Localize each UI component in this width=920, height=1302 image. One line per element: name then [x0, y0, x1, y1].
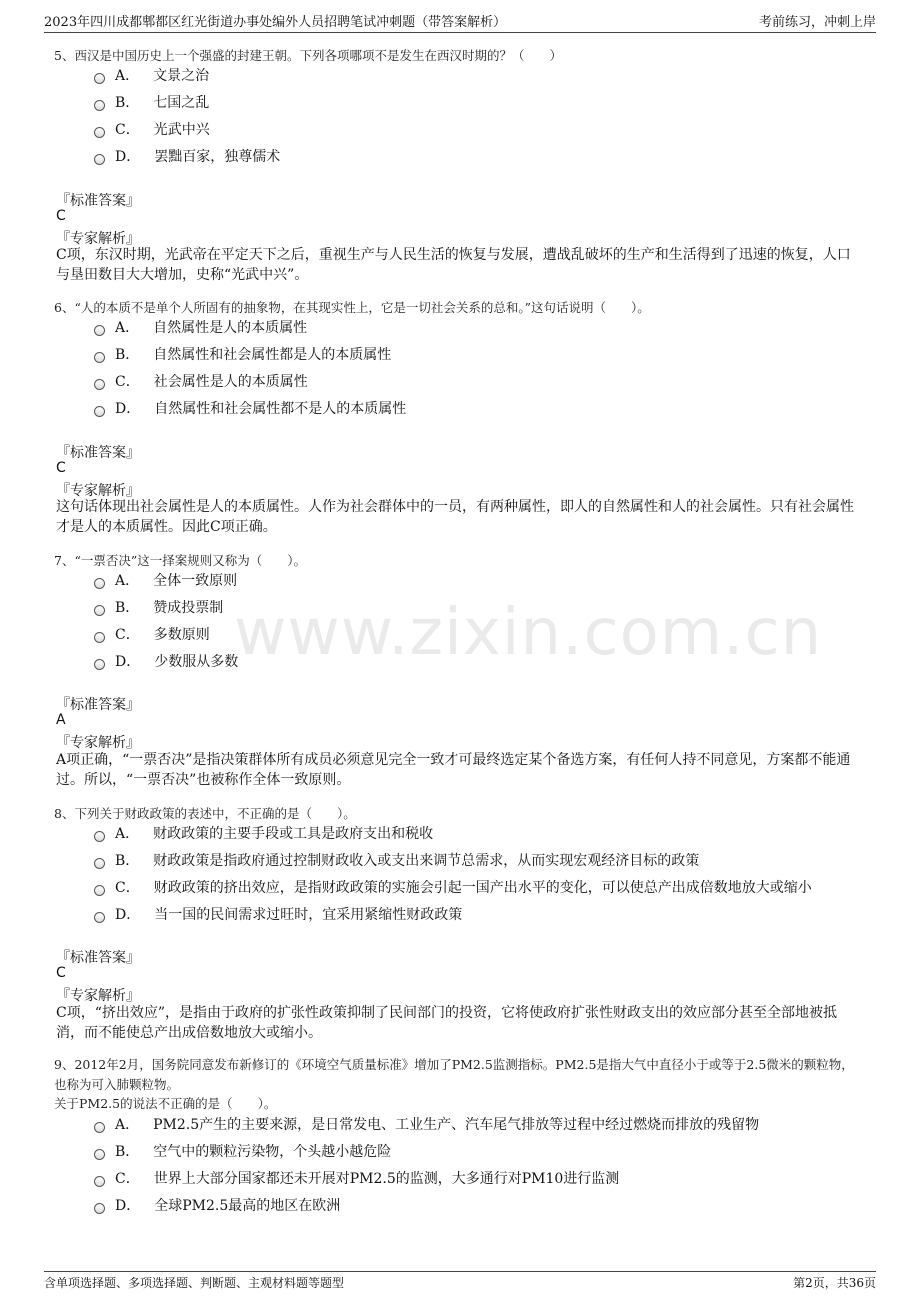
option-label: D． [115, 654, 141, 670]
option-label: A． [115, 573, 140, 589]
header-title: 2023年四川成都郫都区红光街道办事处编外人员招聘笔试冲刺题（带答案解析） [44, 15, 507, 30]
option-label: C． [115, 122, 140, 138]
option-text: 自然属性和社会属性都不是人的本质属性 [154, 401, 407, 417]
option-a[interactable] [94, 822, 433, 844]
option-text: 全体一致原则 [153, 573, 238, 589]
option-label: D． [115, 1198, 141, 1214]
radio-icon[interactable] [94, 858, 105, 869]
radio-icon[interactable] [94, 1122, 105, 1133]
option-text: 世界上大部分国家都还未开展对PM2.5的监测，大多通行对PM10进行监测 [153, 1171, 620, 1187]
analysis-text: 这句话体现出社会属性是人的本质属性。人作为社会群体中的一员，有两种属性，即人的自然属性和人的社会属性。只有社会属性才是人的本质属性。因此C项正确。 [56, 499, 854, 535]
analysis-heading: 『专家解析』 [56, 735, 140, 751]
analysis-text: A项正确，“一票否决”是指决策群体所有成员必须意见完全一致才可最终选定某个备选方案，有任何人持不同意见，方案都不能通过。所以，“一票否决”也被称作全体一致原则。 [56, 752, 851, 788]
question-stem-continued: 也称为可入肺颗粒物。 [54, 1077, 180, 1092]
option-text: PM2.5产生的主要来源，是日常发电、工业生产、汽车尾气排放等过程中经过燃烧而排放的残留物 [153, 1117, 760, 1133]
option-d[interactable] [94, 145, 280, 167]
radio-icon[interactable] [94, 1176, 105, 1187]
question-stem: 9、2012年2月，国务院同意发布新修订的《环境空气质量标准》增加了PM2.5监测指标。PM2.5是指大气中直径小于或等于2.5微米的颗粒物， [54, 1057, 854, 1072]
option-text: 当一国的民间需求过旺时，宜采用紧缩性财政政策 [154, 907, 463, 923]
radio-icon[interactable] [94, 659, 105, 670]
analysis-heading: 『专家解析』 [56, 988, 140, 1004]
option-text: 自然属性是人的本质属性 [153, 320, 308, 336]
question-stem: 8、下列关于财政政策的表述中，不正确的是（ ）。 [54, 806, 356, 821]
radio-icon[interactable] [94, 406, 105, 417]
answer-heading: 『标准答案』 [56, 697, 140, 713]
radio-icon[interactable] [94, 578, 105, 589]
answer-value: C [56, 208, 66, 224]
page-header [44, 0, 876, 33]
option-b[interactable] [94, 343, 391, 365]
option-text: 文景之治 [153, 68, 210, 84]
analysis-text: C项，“挤出效应”，是指由于政府的扩张性政策抑制了民间部门的投资，它将使政府扩张性财政支出的效应部分甚至全部地被抵消，而不能使总产出成倍数地放大或缩小。 [56, 1005, 838, 1041]
analysis-heading: 『专家解析』 [56, 231, 140, 247]
option-label: A． [115, 320, 140, 336]
option-label: C． [115, 880, 140, 896]
option-b[interactable] [94, 596, 223, 618]
option-label: C． [115, 1171, 140, 1187]
radio-icon[interactable] [94, 154, 105, 165]
page-number: 第2页，共36页 [793, 1276, 876, 1290]
answer-heading: 『标准答案』 [56, 445, 140, 461]
option-label: D． [115, 907, 141, 923]
option-label: A． [115, 1117, 140, 1133]
option-text: 全球PM2.5最高的地区在欧洲 [154, 1198, 341, 1214]
answer-value: A [56, 712, 66, 728]
option-c[interactable] [94, 876, 812, 898]
radio-icon[interactable] [94, 1203, 105, 1214]
radio-icon[interactable] [94, 885, 105, 896]
option-text: 空气中的颗粒污染物，个头越小越危险 [153, 1144, 392, 1160]
option-label: B． [115, 853, 140, 869]
answer-value: C [56, 460, 66, 476]
question-prompt: 关于PM2.5的说法不正确的是（ ）。 [54, 1096, 277, 1111]
option-b[interactable] [94, 91, 209, 113]
radio-icon[interactable] [94, 632, 105, 643]
option-d[interactable] [94, 903, 462, 925]
option-text: 多数原则 [153, 627, 210, 643]
radio-icon[interactable] [94, 831, 105, 842]
option-text: 七国之乱 [153, 95, 210, 111]
radio-icon[interactable] [94, 352, 105, 363]
footer-note: 含单项选择题、多项选择题、判断题、主观材料题等题型 [44, 1276, 345, 1290]
option-text: 财政政策是指政府通过控制财政收入或支出来调节总需求，从而实现宏观经济目标的政策 [153, 853, 700, 869]
option-label: A． [115, 826, 140, 842]
option-text: 罢黜百家，独尊儒术 [154, 149, 281, 165]
radio-icon[interactable] [94, 127, 105, 138]
question-stem: 7、“一票否决”这一择案规则又称为（ ）。 [54, 553, 306, 568]
option-d[interactable] [94, 397, 406, 419]
option-label: B． [115, 1144, 140, 1160]
answer-value: C [56, 965, 66, 981]
option-text: 财政政策的主要手段或工具是政府支出和税收 [153, 826, 434, 842]
option-text: 社会属性是人的本质属性 [153, 374, 308, 390]
option-text: 赞成投票制 [153, 600, 224, 616]
radio-icon[interactable] [94, 605, 105, 616]
watermark: www.zixin.com.cn [234, 596, 823, 670]
option-label: A． [115, 68, 140, 84]
option-label: B． [115, 347, 140, 363]
option-a[interactable] [94, 569, 237, 591]
radio-icon[interactable] [94, 73, 105, 84]
option-label: B． [115, 600, 140, 616]
option-b[interactable] [94, 1140, 391, 1162]
radio-icon[interactable] [94, 325, 105, 336]
option-b[interactable] [94, 849, 699, 871]
option-label: D． [115, 149, 141, 165]
answer-heading: 『标准答案』 [56, 950, 140, 966]
option-a[interactable] [94, 64, 209, 86]
option-d[interactable] [94, 1194, 340, 1216]
option-text: 财政政策的挤出效应，是指财政政策的实施会引起一国产出水平的变化，可以使总产出成倍数地放大或缩小 [153, 880, 812, 896]
header-slogan: 考前练习，冲刺上岸 [758, 15, 876, 30]
question-stem: 6、“人的本质不是单个人所固有的抽象物，在其现实性上，它是一切社会关系的总和。”这句话说明（ ）。 [54, 300, 650, 315]
option-c[interactable] [94, 118, 210, 140]
option-a[interactable] [94, 1113, 759, 1135]
option-c[interactable] [94, 370, 308, 392]
option-d[interactable] [94, 650, 238, 672]
radio-icon[interactable] [94, 1149, 105, 1160]
analysis-text: C项，东汉时期，光武帝在平定天下之后，重视生产与人民生活的恢复与发展，遭战乱破坏的生产和生活得到了迅速的恢复，人口与垦田数目大大增加，史称“光武中兴”。 [56, 247, 851, 283]
option-c[interactable] [94, 623, 210, 645]
option-a[interactable] [94, 316, 307, 338]
radio-icon[interactable] [94, 379, 105, 390]
answer-heading: 『标准答案』 [56, 193, 140, 209]
option-text: 少数服从多数 [154, 654, 239, 670]
option-label: C． [115, 374, 140, 390]
option-label: B． [115, 95, 140, 111]
radio-icon[interactable] [94, 100, 105, 111]
option-c[interactable] [94, 1167, 619, 1189]
radio-icon[interactable] [94, 912, 105, 923]
option-label: D． [115, 401, 141, 417]
option-text: 自然属性和社会属性都是人的本质属性 [153, 347, 392, 363]
analysis-heading: 『专家解析』 [56, 483, 140, 499]
option-text: 光武中兴 [153, 122, 210, 138]
page-footer [44, 1271, 876, 1296]
option-label: C． [115, 627, 140, 643]
question-stem: 5、西汉是中国历史上一个强盛的封建王朝。下列各项哪项不是发生在西汉时期的？（ ） [54, 48, 562, 63]
